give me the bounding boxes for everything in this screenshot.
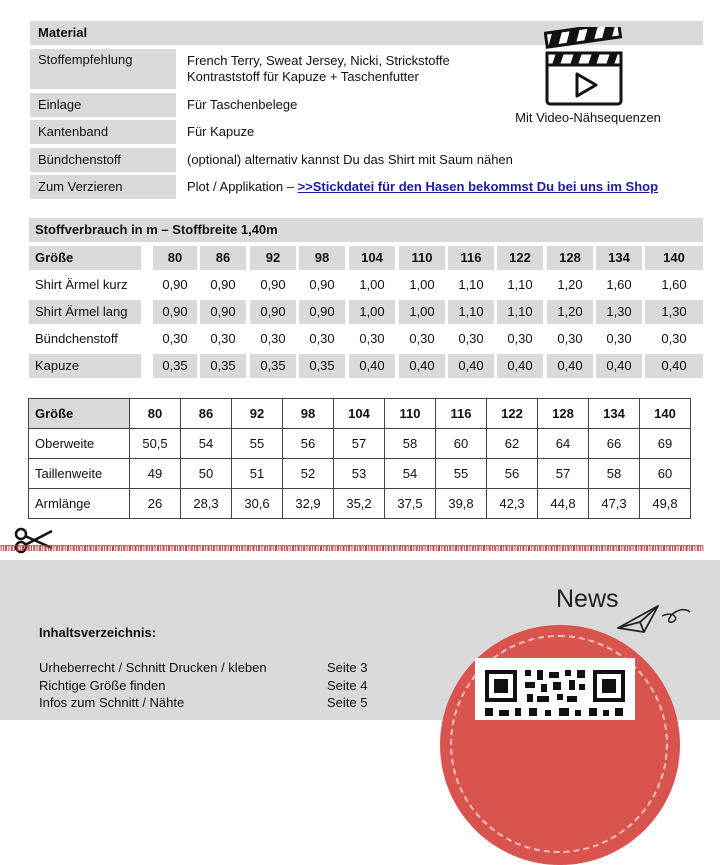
consumption-value-cell: 0,40 [497,354,543,378]
material-value [187,53,450,85]
consumption-value-cell: 0,30 [507,331,533,346]
consumption-row [29,273,703,297]
consumption-value-cell: 0,30 [210,331,236,346]
consumption-value-cell: 0,35 [153,354,197,378]
measurement-value-cell: 32,9 [283,489,334,519]
size-cell: 86 [181,399,232,429]
measurement-value-cell: 49,8 [640,489,691,519]
consumption-value-cell: 1,00 [409,277,435,292]
consumption-size-cell: 98 [299,246,345,270]
measurement-value-cell: 26 [130,489,181,519]
consumption-value-cell: 0,30 [557,331,583,346]
consumption-value-cell: 0,40 [596,354,642,378]
consumption-value-cell: 0,90 [153,300,197,324]
shop-link[interactable]: >>Stickdatei für den Hasen bekommst Du bei uns im Shop [297,179,659,194]
consumption-value-cell: 0,30 [458,331,484,346]
consumption-value-cell: 0,90 [200,300,246,324]
measurement-row [29,459,691,489]
toc-item-text: Infos zum Schnitt / Nähte [39,695,185,710]
material-value-text: Plot / Applikation – [187,179,298,194]
measurement-value-cell: 30,6 [232,489,283,519]
material-label: Stoffempfehlung [30,49,176,89]
consumption-value-cell: 0,30 [162,331,188,346]
measurement-value-cell: 52 [283,459,334,489]
measurement-value-cell: 69 [640,429,691,459]
measurement-value-cell: 56 [487,459,538,489]
measurement-value-cell: 54 [385,459,436,489]
measurement-value-cell: 49 [130,459,181,489]
consumption-value-cell: 0,40 [399,354,445,378]
measurement-value-cell: 50,5 [130,429,181,459]
size-cell: 128 [538,399,589,429]
consumption-value-cell: 1,10 [448,300,494,324]
consumption-value-cell: 1,00 [349,300,395,324]
measurement-value-cell: 42,3 [487,489,538,519]
consumption-row [29,354,703,378]
qr-code[interactable] [475,658,635,720]
toc-item-page: Seite 4 [327,678,368,693]
toc-title: Inhaltsverzeichnis: [39,625,157,640]
size-cell: 92 [232,399,283,429]
cut-line: mmmmmmmmmmmmmmmmmmmmmmmmmmmmmmmmmmmmmmmmmmmmmmmmmmmmmmmmmmmmmmmmmmmmmmmmmmmmmmmmmmmmmmmmmmmmmmmmmmmmmmmmmmmmmmmmmmmmmmmmmmmmm [0,541,703,554]
measurement-value-cell: 62 [487,429,538,459]
consumption-value-cell: 0,30 [309,331,335,346]
consumption-value-cell: 0,90 [260,277,286,292]
size-cell: 116 [436,399,487,429]
video-clapperboard-icon [544,27,624,107]
measurement-value-cell: 58 [589,459,640,489]
size-cell: 104 [334,399,385,429]
size-header-row [29,399,691,429]
size-table [28,398,691,519]
consumption-size-cell: 116 [448,246,494,270]
measurement-value-cell: 35,2 [334,489,385,519]
consumption-value-cell: 0,30 [260,331,286,346]
measurement-value-cell: 55 [436,459,487,489]
consumption-value-cell: 0,90 [162,277,188,292]
consumption-size-cell: 128 [547,246,593,270]
consumption-row-label: Bündchenstoff [35,331,118,346]
consumption-value-cell: 1,00 [399,300,445,324]
material-header: Material [30,21,703,45]
consumption-value-cell: 1,00 [359,277,385,292]
size-cell: 140 [640,399,691,429]
measurement-value-cell: 60 [640,459,691,489]
material-value: Für Taschenbelege [187,97,298,112]
consumption-value-cell: 1,10 [497,300,543,324]
consumption-row-label: Kapuze [29,354,141,378]
consumption-value-cell: 0,90 [299,300,345,324]
toc-item-text: Urheberrecht / Schnitt Drucken / kleben [39,660,267,675]
consumption-value-cell: 1,20 [547,300,593,324]
consumption-value-cell: 1,20 [557,277,583,292]
material-label: Zum Verzieren [30,175,176,199]
toc-item-page: Seite 3 [327,660,368,675]
consumption-header: Stoffverbrauch in m – Stoffbreite 1,40m [29,218,703,242]
measurement-value-cell: 37,5 [385,489,436,519]
material-label: Kantenband [30,120,176,144]
consumption-value-cell: 0,30 [661,331,687,346]
consumption-value-cell: 1,30 [645,300,703,324]
consumption-size-cell: 104 [349,246,395,270]
consumption-row-label: Größe [29,246,141,270]
consumption-value-cell: 0,90 [250,300,296,324]
measurement-value-cell: 51 [232,459,283,489]
consumption-size-cell: 92 [250,246,296,270]
consumption-value-cell: 0,35 [299,354,345,378]
consumption-row-label: Shirt Ärmel lang [29,300,141,324]
measurement-value-cell: 44,8 [538,489,589,519]
material-value: Für Kapuze [187,124,255,139]
toc-item-page: Seite 5 [327,695,368,710]
consumption-value-cell: 1,60 [606,277,632,292]
consumption-size-cell: 134 [596,246,642,270]
measurement-row [29,489,691,519]
measurement-value-cell: 53 [334,459,385,489]
consumption-value-cell: 0,30 [359,331,385,346]
consumption-size-header-row [29,246,703,270]
consumption-value-cell: 0,30 [606,331,632,346]
toc-item [39,695,379,712]
consumption-value-cell: 0,90 [309,277,335,292]
material-label: Bündchenstoff [30,148,176,172]
size-cell: 122 [487,399,538,429]
consumption-value-cell: 1,60 [661,277,687,292]
material-value: (optional) alternativ kannst Du das Shirt mit Saum nähen [187,152,513,167]
consumption-size-cell: 140 [645,246,703,270]
measurement-row [29,429,691,459]
video-caption: Mit Video-Nähsequenzen [515,110,661,125]
size-cell: 98 [283,399,334,429]
paper-plane-icon [614,602,694,638]
size-cell: 80 [130,399,181,429]
measurement-value-cell: 66 [589,429,640,459]
material-value-line: Kontraststoff für Kapuze + Taschenfutter [187,69,419,84]
size-cell: 110 [385,399,436,429]
measurement-value-cell: 58 [385,429,436,459]
measurement-value-cell: 39,8 [436,489,487,519]
consumption-size-cell: 80 [153,246,197,270]
consumption-value-cell: 0,40 [547,354,593,378]
measurement-value-cell: 54 [181,429,232,459]
measurement-value-cell: 64 [538,429,589,459]
consumption-value-cell: 0,40 [349,354,395,378]
measurement-label: Taillenweite [29,459,130,489]
measurement-value-cell: 47,3 [589,489,640,519]
measurement-label: Armlänge [29,489,130,519]
material-row-buendchenstoff [30,148,703,172]
toc-item [39,660,379,677]
measurement-value-cell: 60 [436,429,487,459]
measurement-value-cell: 28,3 [181,489,232,519]
consumption-row [29,300,703,324]
measurement-value-cell: 57 [334,429,385,459]
consumption-value-cell: 0,40 [448,354,494,378]
consumption-value-cell: 1,10 [458,277,484,292]
size-cell: 134 [589,399,640,429]
material-row-verzieren [30,175,703,199]
material-value-line: French Terry, Sweat Jersey, Nicki, Strickstoffe [187,53,450,68]
news-title: News [556,585,619,613]
measurement-value-cell: 56 [283,429,334,459]
measurement-label: Größe [29,399,130,429]
consumption-size-cell: 110 [399,246,445,270]
material-value [187,179,658,195]
consumption-value-cell: 1,30 [596,300,642,324]
consumption-size-cell: 86 [200,246,246,270]
measurement-value-cell: 57 [538,459,589,489]
consumption-value-cell: 0,35 [250,354,296,378]
consumption-value-cell: 0,30 [409,331,435,346]
material-label: Einlage [30,93,176,117]
measurement-value-cell: 50 [181,459,232,489]
consumption-value-cell: 0,90 [210,277,236,292]
consumption-size-cell: 122 [497,246,543,270]
measurement-label: Oberweite [29,429,130,459]
consumption-value-cell: 0,35 [200,354,246,378]
consumption-value-cell: 1,10 [507,277,533,292]
measurement-value-cell: 55 [232,429,283,459]
toc-item-text: Richtige Größe finden [39,678,166,693]
consumption-row-label: Shirt Ärmel kurz [35,277,128,292]
toc-item [39,678,379,695]
consumption-row [29,327,703,351]
consumption-value-cell: 0,40 [645,354,703,378]
